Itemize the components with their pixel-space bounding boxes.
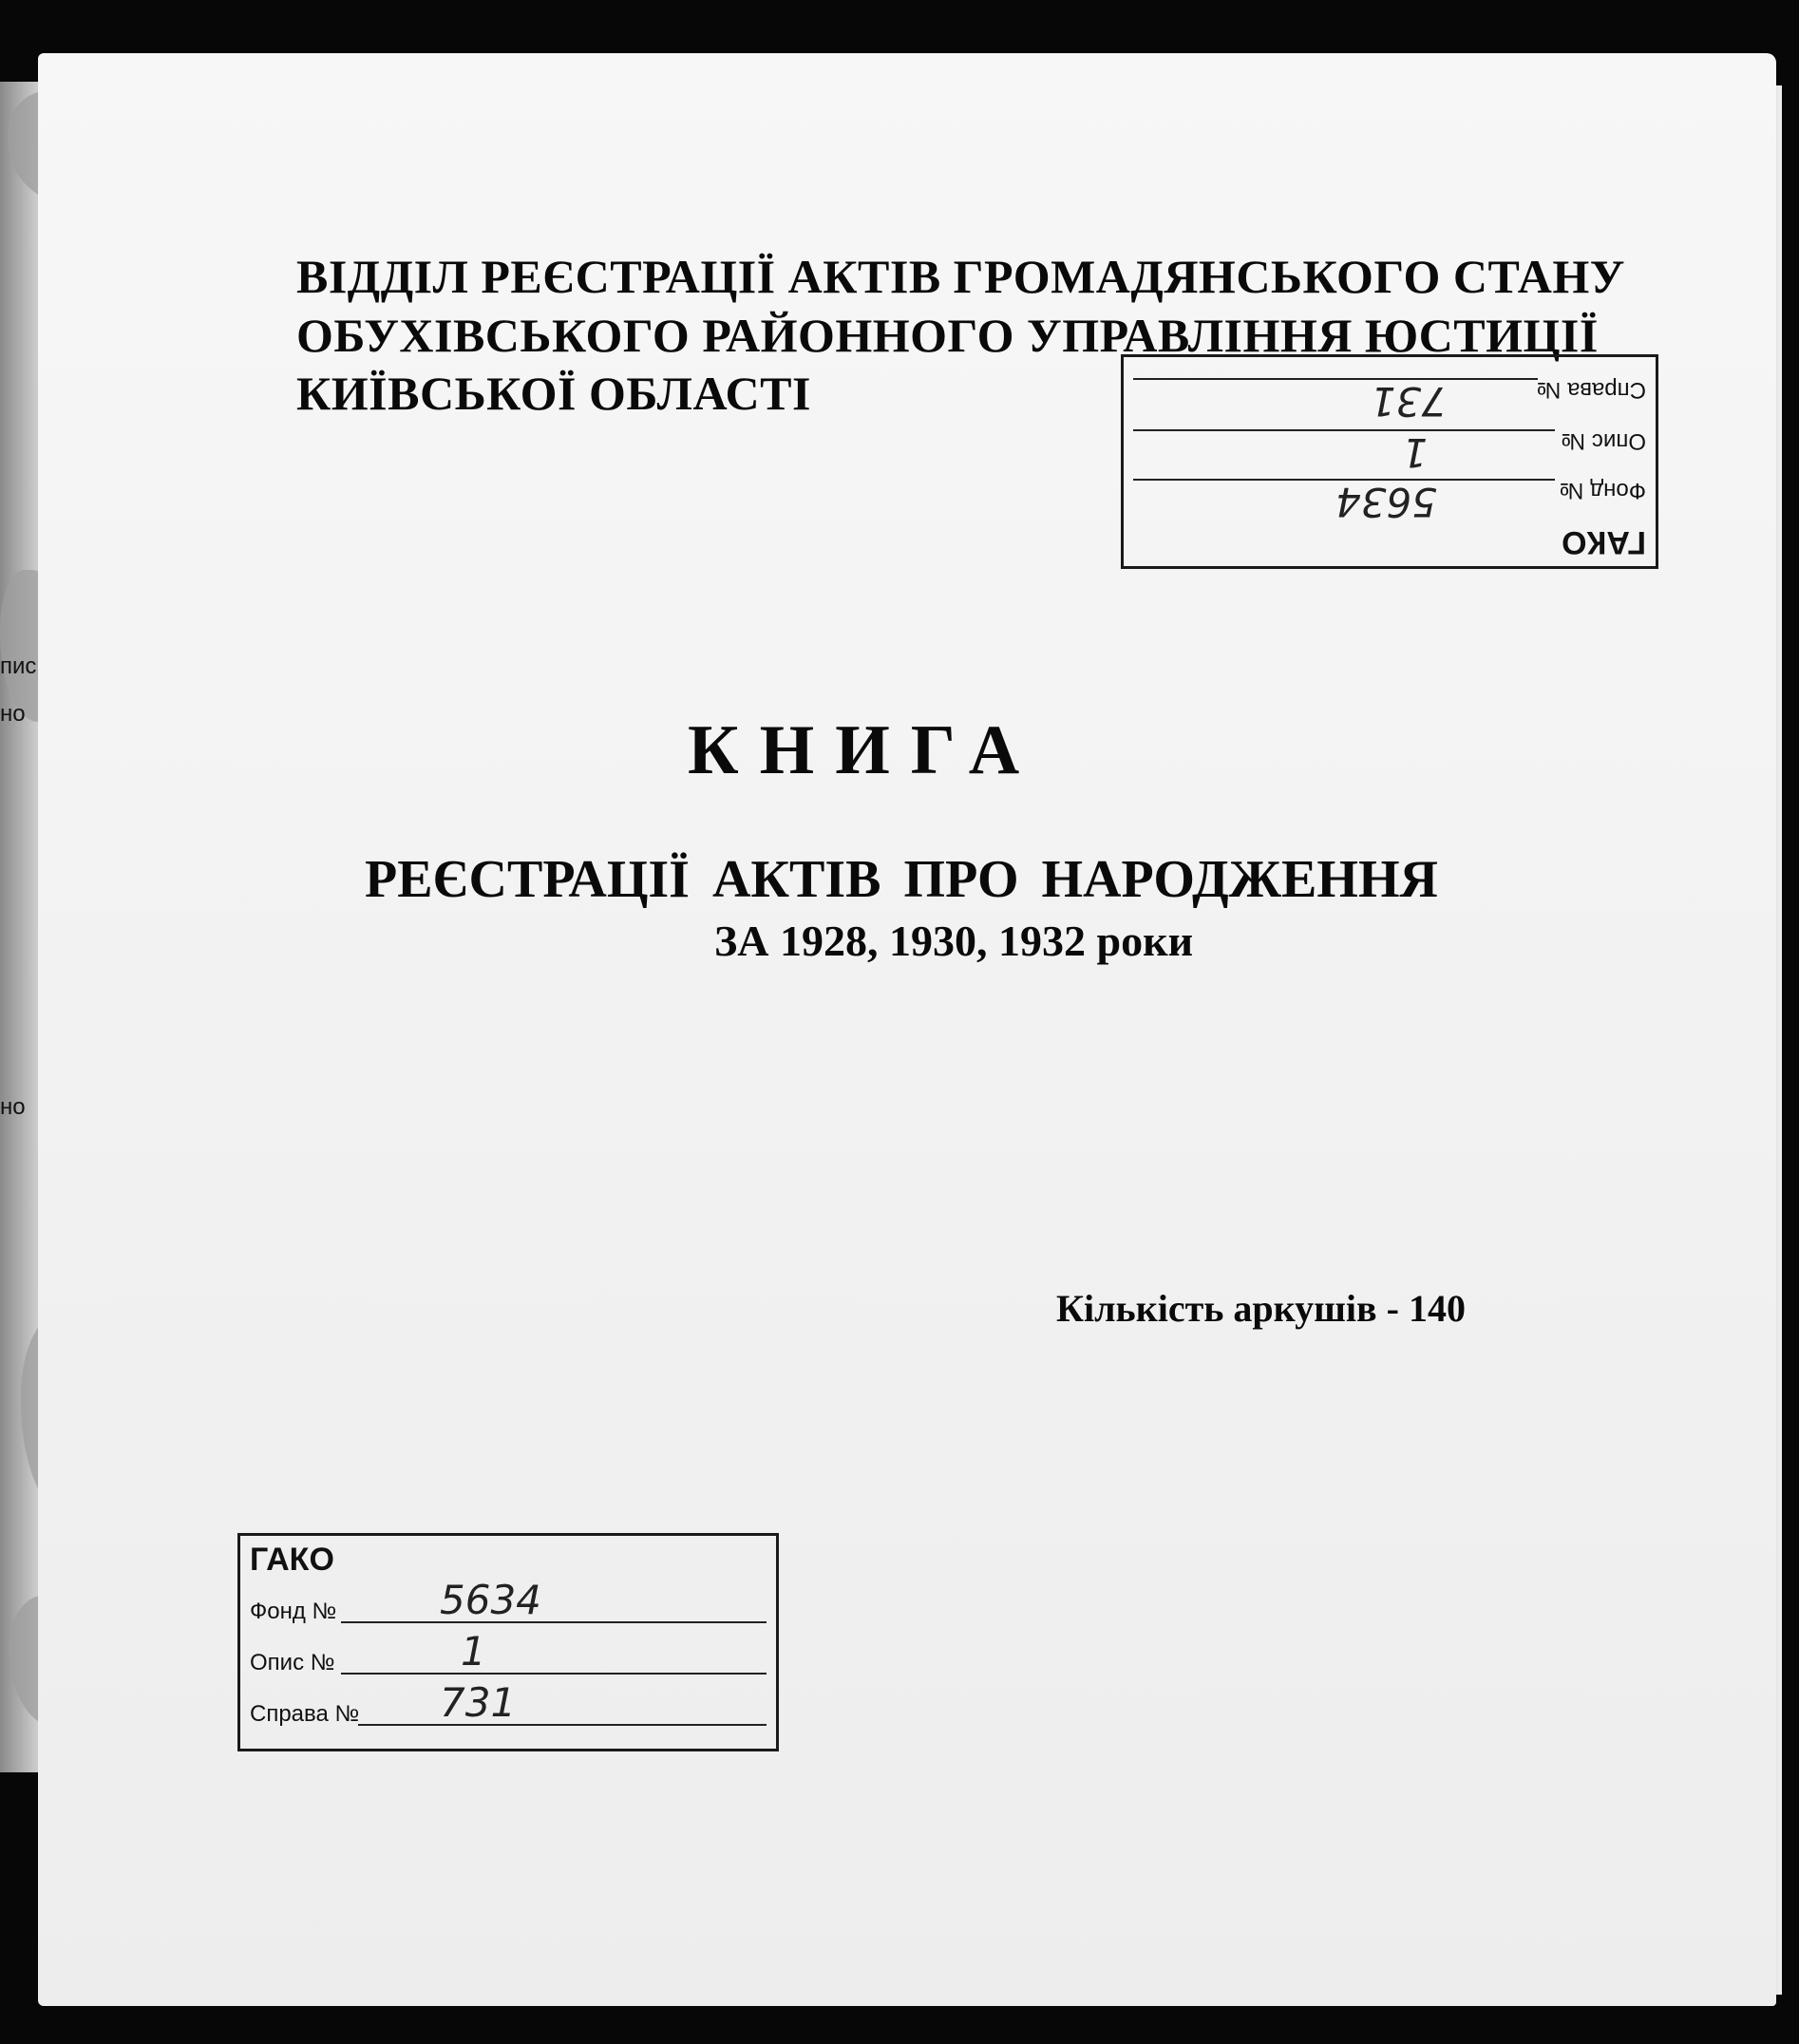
stamp-sprava-label: Справа № (1536, 377, 1646, 403)
stamp-opys-line (1133, 429, 1555, 431)
stamp-opys-value: 1 (1402, 429, 1428, 476)
stamp-fond-value: 5634 (1335, 479, 1437, 525)
stamp-fond-line (341, 1621, 767, 1623)
edge-text-fragment: пис (0, 653, 37, 679)
stamp-sprava-line (358, 1724, 767, 1726)
stamp-sprava-row (1133, 370, 1646, 425)
stamp-fond-label: Фонд № (250, 1599, 337, 1624)
archive-stamp-inverted (1121, 354, 1658, 569)
header-line-2: ОБУХІВСЬКОГО РАЙОННОГО УПРАВЛІННЯ ЮСТИЦІЇ (296, 309, 1599, 362)
book-years: ЗА 1928, 1930, 1932 роки (714, 917, 1194, 965)
sheet-count: Кількість аркушів - 140 (1056, 1287, 1466, 1330)
stamp-sprava-label: Справа № (250, 1701, 360, 1727)
header-line-1: ВІДДІЛ РЕЄСТРАЦІЇ АКТІВ ГРОМАДЯНСЬКОГО СТАНУ (296, 250, 1626, 303)
stamp-opys-row (250, 1628, 767, 1682)
stamp-sprava-row (250, 1679, 767, 1733)
edge-text-fragment: но (0, 701, 26, 727)
stamp-fond-row (1133, 471, 1646, 525)
stamp-sprava-value: 731 (440, 1679, 517, 1726)
stamp-archive-name: ГАКО (250, 1542, 334, 1578)
stamp-archive-name: ГАКО (1562, 524, 1646, 560)
header-line-3: КИЇВСЬКОЇ ОБЛАСТІ (296, 367, 811, 420)
archive-stamp (237, 1533, 779, 1751)
stamp-sprava-line (1133, 378, 1538, 380)
stamp-fond-label: Фонд № (1559, 478, 1646, 503)
stamp-fond-value: 5634 (440, 1577, 541, 1623)
book-subtitle: РЕЄСТРАЦІЇ АКТІВ ПРО НАРОДЖЕННЯ (365, 850, 1438, 909)
stamp-opys-value: 1 (461, 1628, 486, 1675)
stamp-sprava-value: 731 (1370, 378, 1447, 425)
stamp-opys-line (341, 1673, 767, 1675)
stamp-opys-row (1133, 422, 1646, 476)
book-title: КНИГА (688, 711, 1041, 789)
stamp-opys-label: Опис № (250, 1650, 335, 1675)
edge-text-fragment: но (0, 1094, 26, 1120)
stamp-opys-label: Опис № (1561, 428, 1646, 454)
stamp-fond-row (250, 1577, 767, 1631)
